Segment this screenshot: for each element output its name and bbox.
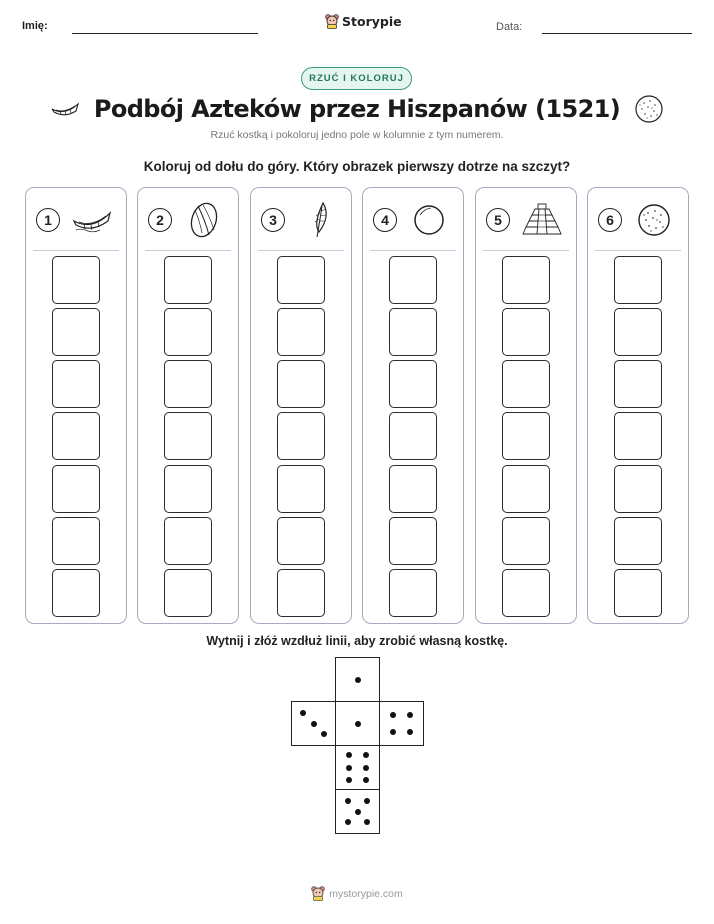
dice-face-right <box>379 701 424 746</box>
coloring-box[interactable] <box>614 308 662 356</box>
coloring-box[interactable] <box>164 569 212 617</box>
bear-mascot-icon <box>325 14 339 29</box>
coloring-box[interactable] <box>52 256 100 304</box>
coloring-box[interactable] <box>52 308 100 356</box>
activity-tag: RZUĆ I KOLORUJ <box>301 67 412 90</box>
dice-pip <box>407 729 413 735</box>
coloring-box[interactable] <box>277 465 325 513</box>
coloring-box[interactable] <box>164 517 212 565</box>
coloring-box[interactable] <box>502 465 550 513</box>
coloring-box[interactable] <box>502 256 550 304</box>
canoe-icon <box>70 200 114 240</box>
column-number: 1 <box>36 208 60 232</box>
column-header <box>26 188 126 250</box>
dice-pip <box>355 809 361 815</box>
coloring-box[interactable] <box>277 517 325 565</box>
column-divider <box>33 250 119 251</box>
coloring-box[interactable] <box>502 412 550 460</box>
date-label: Data: <box>496 21 523 33</box>
jade-bead-icon <box>407 200 451 240</box>
coloring-box[interactable] <box>502 308 550 356</box>
coloring-box[interactable] <box>52 517 100 565</box>
coloring-box[interactable] <box>389 412 437 460</box>
column-number: 3 <box>261 208 285 232</box>
coloring-box[interactable] <box>389 360 437 408</box>
dice-pip <box>346 765 352 771</box>
coloring-box[interactable] <box>502 360 550 408</box>
column-header <box>363 188 463 250</box>
column-divider <box>258 250 344 251</box>
dice-face-center <box>335 701 380 746</box>
coloring-box[interactable] <box>389 569 437 617</box>
coloring-box[interactable] <box>277 569 325 617</box>
column-divider <box>145 250 231 251</box>
dice-pip <box>321 731 327 737</box>
dice-pip <box>355 721 361 727</box>
coloring-box[interactable] <box>614 256 662 304</box>
dice-pip <box>364 798 370 804</box>
bear-mascot-icon <box>311 886 325 901</box>
name-label: Imię: <box>22 20 48 32</box>
instruction: Koloruj od dołu do góry. Który obrazek pierwszy dotrze na szczyt? <box>143 159 571 174</box>
coloring-box[interactable] <box>164 412 212 460</box>
dice-pip <box>300 710 306 716</box>
coloring-box[interactable] <box>164 308 212 356</box>
dice-pip <box>363 777 369 783</box>
column-header <box>251 188 351 250</box>
brand-name: Storypie <box>342 14 402 29</box>
cacao-bean-icon <box>182 200 226 240</box>
coloring-box[interactable] <box>52 360 100 408</box>
page-title: Podbój Azteków przez Hiszpanów (1521) <box>93 95 621 123</box>
column-divider <box>595 250 681 251</box>
column-6 <box>587 187 689 624</box>
dice-pip <box>390 729 396 735</box>
coloring-box[interactable] <box>52 569 100 617</box>
column-number: 4 <box>373 208 397 232</box>
coloring-box[interactable] <box>502 569 550 617</box>
feather-icon <box>295 200 339 240</box>
dice-pip <box>363 765 369 771</box>
dice-pip <box>345 819 351 825</box>
date-field[interactable] <box>542 33 692 34</box>
column-1 <box>25 187 127 624</box>
coloring-box[interactable] <box>52 412 100 460</box>
canoe-icon <box>50 99 80 119</box>
dice-pip <box>311 721 317 727</box>
dice-pip <box>346 752 352 758</box>
coloring-box[interactable] <box>614 569 662 617</box>
dice-pip <box>345 798 351 804</box>
coloring-box[interactable] <box>277 256 325 304</box>
column-5 <box>475 187 577 624</box>
dice-pip <box>355 677 361 683</box>
dice-pip <box>390 712 396 718</box>
footer <box>0 886 714 901</box>
column-4 <box>362 187 464 624</box>
coloring-box[interactable] <box>614 517 662 565</box>
coloring-box[interactable] <box>277 308 325 356</box>
column-divider <box>370 250 456 251</box>
column-header <box>476 188 576 250</box>
coloring-box[interactable] <box>52 465 100 513</box>
dice-pip <box>407 712 413 718</box>
coloring-box[interactable] <box>389 308 437 356</box>
coloring-box[interactable] <box>614 465 662 513</box>
dice-face-left <box>291 701 336 746</box>
coloring-box[interactable] <box>277 360 325 408</box>
coloring-box[interactable] <box>614 360 662 408</box>
coloring-box[interactable] <box>389 465 437 513</box>
pyramid-icon <box>520 200 564 240</box>
coloring-box[interactable] <box>614 412 662 460</box>
coloring-box[interactable] <box>164 465 212 513</box>
subtitle: Rzuć kostką i pokoloruj jedno pole w kolumnie z tym numerem. <box>210 129 504 141</box>
dice-pip <box>346 777 352 783</box>
tortilla-icon <box>634 94 664 124</box>
column-header <box>138 188 238 250</box>
column-3 <box>250 187 352 624</box>
dice-pip <box>363 752 369 758</box>
coloring-box[interactable] <box>164 256 212 304</box>
title-row <box>0 92 714 126</box>
column-number: 6 <box>598 208 622 232</box>
column-header <box>588 188 688 250</box>
coloring-box[interactable] <box>389 256 437 304</box>
coloring-box[interactable] <box>277 412 325 460</box>
coloring-box[interactable] <box>502 517 550 565</box>
dice-face-top <box>335 657 380 702</box>
brand-logo <box>325 14 402 29</box>
column-number: 5 <box>486 208 510 232</box>
coloring-box[interactable] <box>389 517 437 565</box>
name-field[interactable] <box>72 33 258 34</box>
footer-url: mystorypie.com <box>329 887 403 900</box>
tortilla-icon <box>632 200 676 240</box>
dice-instruction: Wytnij i złóż wzdłuż linii, aby zrobić własną kostkę. <box>206 634 508 648</box>
coloring-box[interactable] <box>164 360 212 408</box>
column-number: 2 <box>148 208 172 232</box>
dice-pip <box>364 819 370 825</box>
column-2 <box>137 187 239 624</box>
dice-face-bottom <box>335 789 380 834</box>
dice-face-lower <box>335 745 380 790</box>
column-divider <box>483 250 569 251</box>
